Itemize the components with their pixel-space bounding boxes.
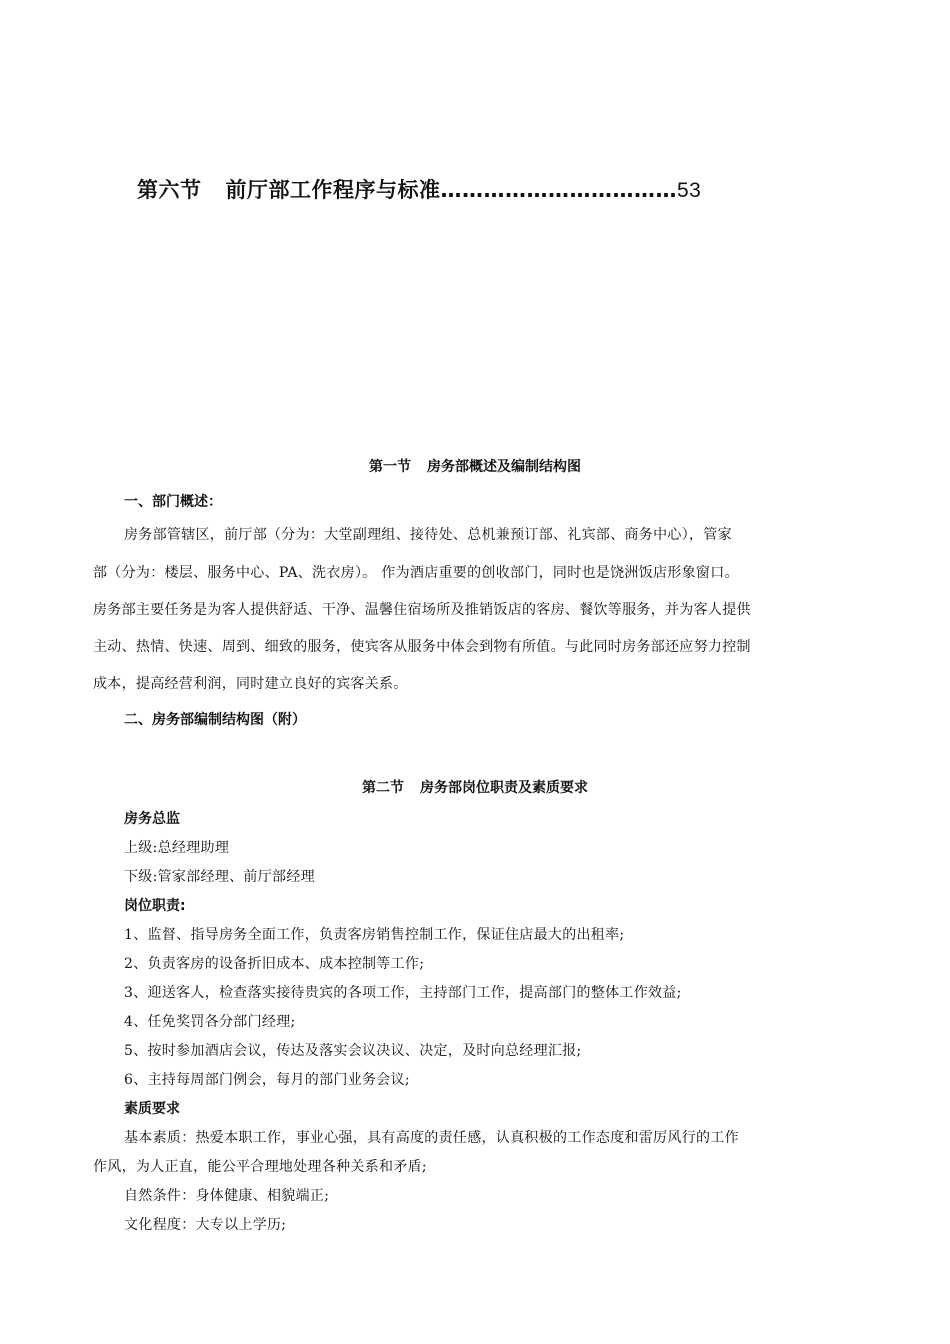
para-line-5: 成本，提高经营利润，同时建立良好的宾客关系。 <box>93 676 408 692</box>
basic-quality-line-1: 基本素质：热爱本职工作，事业心强，具有高度的责任感，认真积极的工作态度和雷厉风行的工作 <box>124 1130 739 1146</box>
duty-item-3: 3、迎送客人，检查落实接待贵宾的各项工作，主持部门工作，提高部门的整体工作效益; <box>124 985 682 1001</box>
section1-title: 房务部概述及编制结构图 <box>427 459 581 475</box>
section1-heading <box>0 456 950 476</box>
section1-number: 第一节 <box>369 459 411 475</box>
natural-conditions-line: 自然条件：身体健康、相貌端正; <box>124 1188 330 1204</box>
para-line-1: 房务部管辖区，前厅部（分为：大堂副理组、接待处、总机兼预订部、礼宾部、商务中心），管家 <box>124 527 732 543</box>
subordinate-line: 下级:管家部经理、前厅部经理 <box>124 869 315 885</box>
sub2-heading: 二、房务部编制结构图（附） <box>124 712 306 728</box>
sub1-heading: 一、部门概述： <box>124 494 222 510</box>
duty-item-2: 2、负责客房的设备折旧成本、成本控制等工作; <box>124 956 425 972</box>
toc-leader-dots: …………………………… <box>440 178 677 202</box>
para-line-4: 主动、热情、快速、周到、细致的服务，使宾客从服务中体会到物有所值。与此同时房务部还应努力控制 <box>93 639 751 655</box>
role-title: 房务总监 <box>124 811 180 827</box>
basic-quality-line-2: 作风，为人正直，能公平合理地处理各种关系和矛盾; <box>93 1159 427 1175</box>
duty-item-1: 1、监督、指导房务全面工作，负责客房销售控制工作，保证住店最大的出租率; <box>124 927 625 943</box>
section2-heading <box>0 777 950 797</box>
para-line-3: 房务部主要任务是为客人提供舒适、干净、温馨住宿场所及推销饭店的客房、餐饮等服务，并为客人提供 <box>93 602 751 618</box>
superior-line: 上级:总经理助理 <box>124 840 230 856</box>
education-line: 文化程度：大专以上学历; <box>124 1217 287 1233</box>
duty-item-4: 4、任免奖罚各分部门经理; <box>124 1014 296 1030</box>
quality-heading: 素质要求 <box>124 1101 180 1117</box>
duties-heading: 岗位职责: <box>124 898 186 914</box>
duty-item-6: 6、主持每周部门例会，每月的部门业务会议; <box>124 1072 410 1088</box>
toc-page-number: 53 <box>677 179 702 202</box>
section2-number: 第二节 <box>362 780 404 796</box>
toc-section-number: 第六节 <box>137 178 202 202</box>
para-line-2: 部（分为：楼层、服务中心、PA、洗衣房）。 作为酒店重要的创收部门，同时也是饶洲饭店形象窗口。 <box>93 565 739 581</box>
toc-title: 前厅部工作程序与标准 <box>225 178 441 202</box>
duty-item-5: 5、按时参加酒店会议，传达及落实会议决议、决定，及时向总经理汇报; <box>124 1043 582 1059</box>
section2-title: 房务部岗位职责及素质要求 <box>420 780 588 796</box>
toc-entry <box>137 174 701 204</box>
